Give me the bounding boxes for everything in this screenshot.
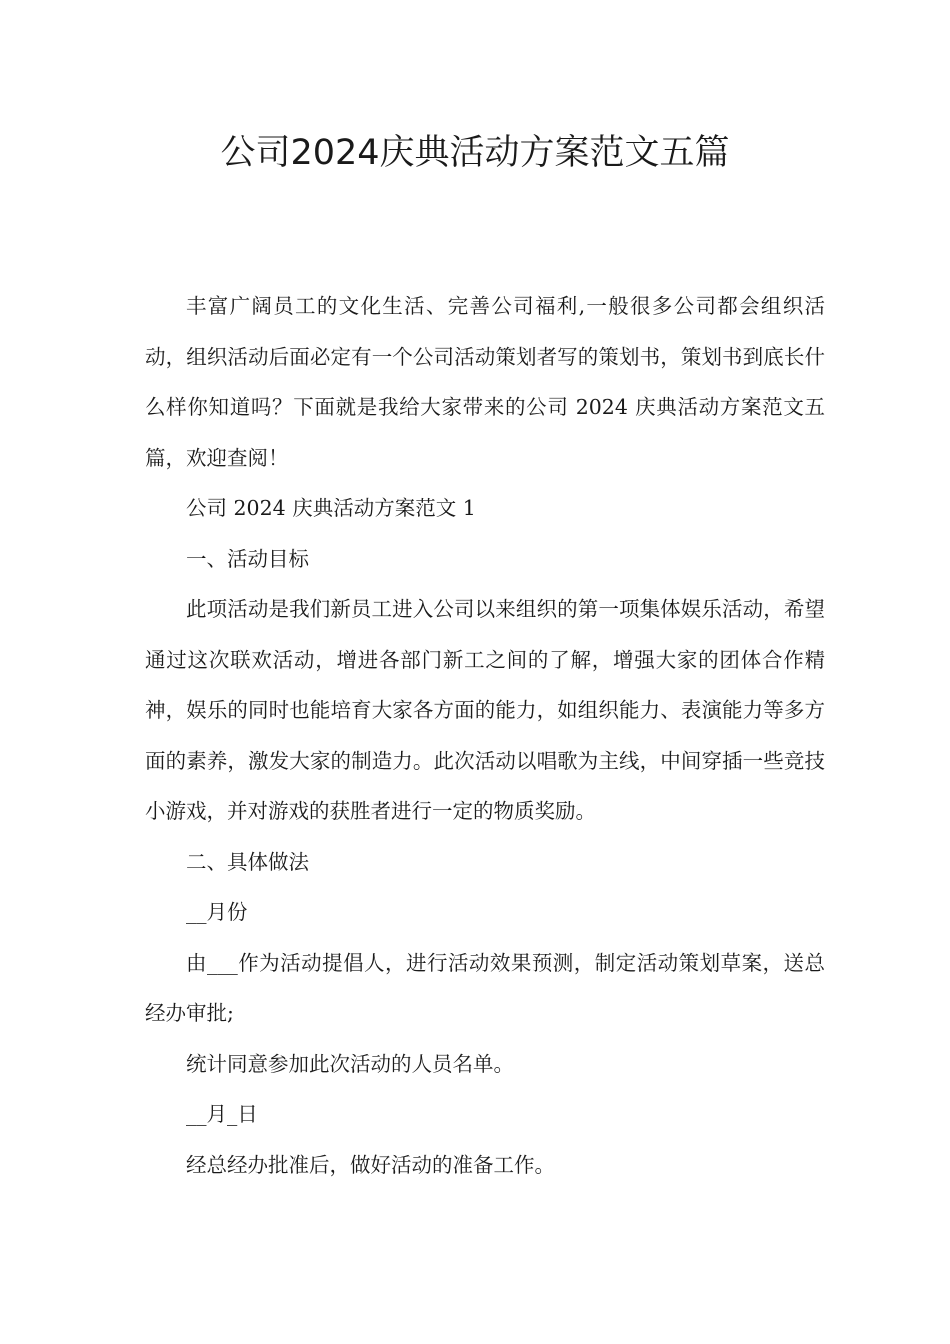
stats-paragraph: 统计同意参加此次活动的人员名单。 [186, 1051, 514, 1076]
intro-paragraph: 丰富广阔员工的文化生活、完善公司福利,一般很多公司都会组织活动，组织活动后面必定有一个公司活动策划者写的策划书，策划书到底长什么样你知道吗？下面就是我给大家带来的公司 2024 庆典活动方案范文五篇，欢迎查阅！ [145, 294, 825, 470]
date-line: __月_日 [186, 1102, 258, 1126]
section-heading: 公司 2024 庆典活动方案范文 1 [186, 496, 476, 520]
document-body [145, 281, 825, 1190]
goal-paragraph: 此项活动是我们新员工进入公司以来组织的第一项集体娱乐活动，希望通过这次联欢活动，增进各部门新工之间的了解，增强大家的团体合作精神，娱乐的同时也能培育大家各方面的能力，如组织能力、表演能力等多方面的素养，激发大家的制造力。此次活动以唱歌为主线，中间穿插一些竞技小游戏，并对游戏的获胜者进行一定的物质奖励。 [145, 597, 825, 823]
prep-paragraph: 经总经办批准后，做好活动的准备工作。 [186, 1152, 555, 1177]
document-title: 公司2024庆典活动方案范文五篇 [220, 133, 730, 173]
subheading-goal: 一、活动目标 [186, 546, 309, 571]
subheading-method: 二、具体做法 [186, 849, 309, 874]
month-line: __月份 [186, 900, 248, 924]
plan-paragraph: 由___作为活动提倡人，进行活动效果预测，制定活动策划草案，送总经办审批; [145, 950, 825, 1025]
